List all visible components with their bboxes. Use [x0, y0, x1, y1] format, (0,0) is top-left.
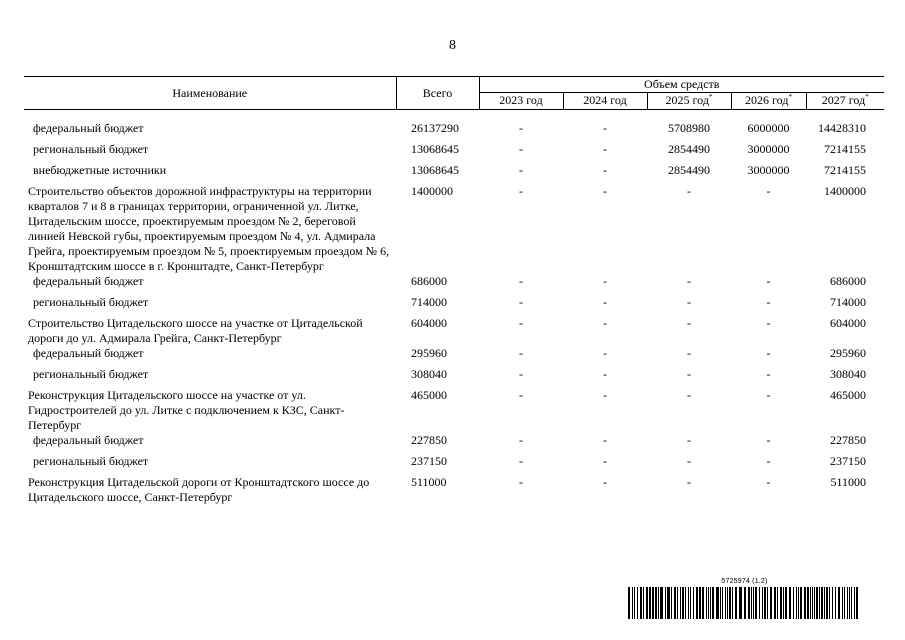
row-total: 295960 — [411, 345, 447, 360]
barcode-bar — [844, 587, 845, 619]
year-value: - — [687, 387, 691, 402]
column-group-header: Объем средств — [479, 77, 884, 93]
row-total: 604000 — [411, 315, 447, 330]
barcode-bar — [816, 587, 818, 619]
column-header-year — [731, 93, 806, 110]
budget-table — [24, 76, 884, 505]
barcode-bar — [780, 587, 782, 619]
year-value: 227850 — [830, 432, 866, 447]
barcode-bar — [751, 587, 752, 619]
funding-source: федеральный бюджет — [33, 345, 144, 360]
year-label: 2027 год — [821, 93, 866, 107]
row-title: Строительство Цитадельского шоссе на участке от Цитадельской дороги до ул. Адмирала Грейга, Санкт-Петербург — [28, 315, 363, 345]
row-total: 1400000 — [411, 183, 453, 198]
barcode-label: 5725974 (1.2) — [721, 578, 768, 585]
year-value: - — [603, 345, 607, 360]
barcode-bar — [748, 587, 750, 619]
funding-source: региональный бюджет — [33, 453, 149, 468]
barcode-bar — [637, 587, 638, 619]
year-value: - — [519, 141, 523, 156]
column-header-year — [563, 93, 647, 110]
barcode-bar — [640, 587, 642, 619]
year-value: - — [766, 474, 771, 489]
table-row — [24, 295, 884, 316]
row-total: 227850 — [411, 432, 447, 447]
table-row — [24, 163, 884, 184]
table-row — [24, 274, 884, 295]
column-header-year — [806, 93, 884, 110]
column-header-year — [479, 93, 563, 110]
barcode-bar — [759, 587, 760, 619]
table-row — [24, 454, 884, 475]
barcode-bar — [682, 587, 684, 619]
year-value: - — [766, 183, 771, 198]
barcode-bar — [849, 587, 850, 619]
barcode-bar — [783, 587, 784, 619]
barcode-bar — [755, 587, 757, 619]
barcode-bar — [753, 587, 754, 619]
barcode-bar — [735, 587, 737, 619]
year-value: - — [519, 345, 523, 360]
year-value: 7214155 — [824, 141, 866, 156]
barcode-bar — [634, 587, 635, 619]
year-value: - — [603, 315, 607, 330]
year-value: 714000 — [830, 294, 866, 309]
funding-source: внебюджетные источники — [33, 162, 167, 177]
barcode-bar — [821, 587, 823, 619]
page-number: 8 — [449, 38, 456, 53]
barcode-bar — [628, 587, 630, 619]
barcode-bar — [796, 587, 797, 619]
year-value: - — [603, 453, 607, 468]
barcode-bar — [829, 587, 830, 619]
year-value: 2854490 — [668, 141, 710, 156]
column-header-year — [647, 93, 731, 110]
year-value: 3000000 — [747, 141, 790, 156]
year-value: - — [603, 294, 607, 309]
barcode-bar — [774, 587, 776, 619]
year-value: - — [603, 387, 607, 402]
year-value: - — [603, 141, 607, 156]
row-total: 465000 — [411, 387, 447, 402]
row-total: 26137290 — [411, 120, 459, 135]
barcode-bar — [712, 587, 714, 619]
year-value: 14428310 — [818, 120, 866, 135]
barcode-bar — [777, 587, 778, 619]
year-value: - — [519, 294, 523, 309]
barcode-bar — [725, 587, 726, 619]
year-value: - — [766, 345, 771, 360]
barcode-bar — [727, 587, 728, 619]
row-total: 237150 — [411, 453, 447, 468]
barcode-bar — [658, 587, 659, 619]
year-value: - — [687, 453, 691, 468]
year-value: - — [603, 432, 607, 447]
funding-source: федеральный бюджет — [33, 120, 144, 135]
barcode-block — [628, 578, 861, 619]
year-label: 2025 год — [665, 93, 709, 107]
year-value: - — [687, 315, 691, 330]
table-row — [24, 367, 884, 388]
barcode-bar — [812, 587, 813, 619]
column-header-total: Всего — [396, 77, 479, 110]
barcode-bar — [706, 587, 707, 619]
barcode-bar — [854, 587, 855, 619]
barcode-bar — [685, 587, 686, 619]
year-value: - — [766, 366, 771, 381]
barcode-bar — [762, 587, 763, 619]
year-value: - — [519, 387, 523, 402]
barcode-bar — [856, 587, 858, 619]
barcode-bar — [729, 587, 731, 619]
year-value: - — [687, 474, 691, 489]
year-value: - — [603, 120, 607, 135]
year-value: 5708980 — [668, 120, 710, 135]
year-value: - — [603, 183, 607, 198]
year-value: 237150 — [830, 453, 866, 468]
barcode-bar — [785, 587, 787, 619]
barcode-bar — [804, 587, 806, 619]
barcode-bar — [702, 587, 704, 619]
barcode-bar — [832, 587, 833, 619]
table-row — [24, 142, 884, 163]
year-value: 1400000 — [824, 183, 866, 198]
year-value: - — [687, 432, 691, 447]
row-title: Реконструкция Цитадельского шоссе на участке от ул. Гидростроителей до ул. Литке с подключением к КЗС, Санкт-Петербург — [28, 387, 345, 432]
barcode-bar — [690, 587, 691, 619]
row-title: Реконструкция Цитадельской дороги от Кронштадтского шоссе до Цитадельского шоссе, Санкт-Петербург — [28, 474, 370, 504]
barcode-bar — [807, 587, 809, 619]
year-value: - — [687, 183, 691, 198]
row-total: 13068645 — [411, 162, 459, 177]
year-value: 308040 — [830, 366, 866, 381]
year-value: - — [603, 474, 607, 489]
barcode-bar — [826, 587, 828, 619]
footnote-mark: * — [708, 93, 713, 101]
barcode-bar — [646, 587, 648, 619]
barcode-bar — [814, 587, 815, 619]
barcode-bar — [838, 587, 840, 619]
barcode-bar — [767, 587, 768, 619]
barcode-bar — [819, 587, 820, 619]
year-value: - — [519, 453, 523, 468]
year-value: - — [603, 273, 607, 288]
table-row — [24, 388, 884, 433]
year-value: - — [687, 345, 691, 360]
footnote-mark: * — [788, 93, 792, 101]
year-value: - — [519, 162, 523, 177]
year-value: 686000 — [830, 273, 866, 288]
year-value: 511000 — [830, 474, 866, 489]
table-row — [24, 346, 884, 367]
year-value: 295960 — [830, 345, 866, 360]
barcode-bar — [665, 587, 666, 619]
year-value: 465000 — [830, 387, 866, 402]
barcode-bar — [643, 587, 644, 619]
year-value: - — [766, 432, 771, 447]
year-value: 2854490 — [668, 162, 710, 177]
table-row — [24, 316, 884, 346]
funding-source: региональный бюджет — [33, 141, 149, 156]
barcode-bar — [699, 587, 701, 619]
barcode-bar — [674, 587, 676, 619]
year-value: - — [519, 273, 523, 288]
barcode-bar — [708, 587, 709, 619]
year-label: 2024 год — [583, 93, 627, 107]
row-total: 714000 — [411, 294, 447, 309]
year-value: - — [519, 120, 523, 135]
year-value: - — [766, 453, 771, 468]
year-value: 604000 — [830, 315, 866, 330]
year-value: - — [519, 366, 523, 381]
funding-source: федеральный бюджет — [33, 432, 144, 447]
year-value: - — [519, 183, 523, 198]
year-value: 3000000 — [747, 162, 790, 177]
row-total: 13068645 — [411, 141, 459, 156]
barcode-bar — [810, 587, 811, 619]
barcode-bar — [660, 587, 663, 619]
barcode-bar — [798, 587, 799, 619]
row-total: 308040 — [411, 366, 447, 381]
barcode-bar — [722, 587, 723, 619]
barcode-bar — [851, 587, 852, 619]
funding-source: региональный бюджет — [33, 366, 149, 381]
barcode-bar — [696, 587, 698, 619]
footnote-mark: * — [865, 93, 869, 101]
year-value: - — [766, 273, 771, 288]
year-value: - — [519, 315, 523, 330]
barcode-bar — [720, 587, 721, 619]
year-value: - — [687, 273, 691, 288]
barcode-bar — [764, 587, 766, 619]
barcode-bar — [835, 587, 836, 619]
year-value: 6000000 — [747, 120, 790, 135]
barcode-bar — [671, 587, 672, 619]
year-value: - — [603, 162, 607, 177]
row-total: 686000 — [411, 273, 447, 288]
barcode-image — [628, 587, 861, 619]
table-row — [24, 121, 884, 142]
row-title: Строительство объектов дорожной инфраструктуры на территории кварталов 7 и 8 в границах территории, ограниченной ул. Литке, Цитадельским шоссе, проектируемым проездом № 2, береговой линией Невской губы, проектируемым проездом № 4, ул. Адмирала Грейга, проектируемым проездом № 5, проектируемым проездом № 6, Кронштадтским шоссе в г. Кронштадте, Санкт-Петербург — [28, 183, 390, 273]
barcode-bar — [744, 587, 746, 619]
year-label: 2023 год — [499, 93, 543, 107]
funding-source: федеральный бюджет — [33, 273, 144, 288]
barcode-bar — [793, 587, 794, 619]
barcode-bar — [677, 587, 678, 619]
barcode-bar — [770, 587, 772, 619]
table-row — [24, 475, 884, 505]
barcode-bar — [632, 587, 633, 619]
year-value: - — [519, 432, 523, 447]
year-value: - — [766, 294, 771, 309]
barcode-bar — [789, 587, 791, 619]
barcode-bar — [732, 587, 733, 619]
year-value: 7214155 — [824, 162, 866, 177]
barcode-bar — [667, 587, 670, 619]
barcode-bar — [716, 587, 719, 619]
barcode-bar — [739, 587, 742, 619]
barcode-bar — [649, 587, 651, 619]
year-value: - — [519, 474, 523, 489]
year-value: - — [766, 315, 771, 330]
barcode-bar — [800, 587, 802, 619]
barcode-bar — [847, 587, 848, 619]
barcode-bar — [710, 587, 711, 619]
funding-source: региональный бюджет — [33, 294, 149, 309]
year-value: - — [766, 387, 771, 402]
barcode-bar — [680, 587, 681, 619]
year-value: - — [687, 294, 691, 309]
table-row — [24, 433, 884, 454]
year-label: 2026 год — [745, 93, 789, 107]
row-total: 511000 — [411, 474, 447, 489]
barcode-bar — [688, 587, 689, 619]
year-value: - — [603, 366, 607, 381]
table-row — [24, 184, 884, 274]
column-header-name: Наименование — [24, 77, 396, 110]
barcode-bar — [655, 587, 657, 619]
barcode-bar — [693, 587, 694, 619]
barcode-bar — [824, 587, 825, 619]
barcode-bar — [842, 587, 843, 619]
year-value: - — [687, 366, 691, 381]
barcode-bar — [652, 587, 654, 619]
